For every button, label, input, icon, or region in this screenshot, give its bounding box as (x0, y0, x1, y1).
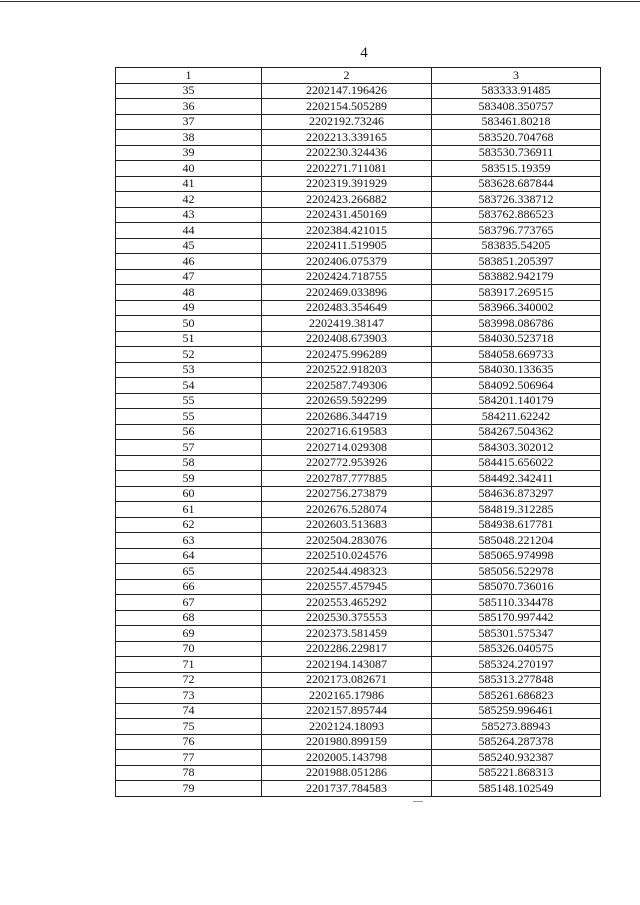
point-number-cell: 69 (116, 626, 262, 642)
point-number-cell: 44 (116, 223, 262, 239)
x-coordinate-cell: 2202544.498323 (262, 564, 432, 580)
point-number-cell: 38 (116, 130, 262, 146)
point-number-cell: 76 (116, 734, 262, 750)
table-row (116, 254, 601, 270)
table-row (116, 347, 601, 363)
x-coordinate-cell: 2202408.673903 (262, 331, 432, 347)
point-number-cell: 55 (116, 393, 262, 409)
point-number-cell: 66 (116, 579, 262, 595)
table-row (116, 114, 601, 130)
point-number-cell: 51 (116, 331, 262, 347)
x-coordinate-cell: 2202192.73246 (262, 114, 432, 130)
x-coordinate-cell: 2202406.075379 (262, 254, 432, 270)
point-number-cell: 57 (116, 440, 262, 456)
y-coordinate-cell: 584092.506964 (432, 378, 601, 394)
point-number-cell: 77 (116, 750, 262, 766)
x-coordinate-cell: 2202271.711081 (262, 161, 432, 177)
table-body (116, 83, 601, 796)
point-number-cell: 46 (116, 254, 262, 270)
table-row (116, 486, 601, 502)
point-number-cell: 36 (116, 99, 262, 115)
x-coordinate-cell: 2202319.391929 (262, 176, 432, 192)
y-coordinate-cell: 585048.221204 (432, 533, 601, 549)
y-coordinate-cell: 585221.868313 (432, 765, 601, 781)
point-number-cell: 62 (116, 517, 262, 533)
y-coordinate-cell: 584201.140179 (432, 393, 601, 409)
table-row (116, 269, 601, 285)
point-number-cell: 67 (116, 595, 262, 611)
y-coordinate-cell: 584636.873297 (432, 486, 601, 502)
table-row (116, 595, 601, 611)
table-row (116, 734, 601, 750)
table-row (116, 99, 601, 115)
point-number-cell: 55 (116, 409, 262, 425)
table-row (116, 223, 601, 239)
table-row (116, 300, 601, 316)
x-coordinate-cell: 2202411.519905 (262, 238, 432, 254)
y-coordinate-cell: 584938.617781 (432, 517, 601, 533)
point-number-cell: 42 (116, 192, 262, 208)
point-number-cell: 41 (116, 176, 262, 192)
table-row (116, 192, 601, 208)
y-coordinate-cell: 583882.942179 (432, 269, 601, 285)
table-row (116, 750, 601, 766)
table-row (116, 765, 601, 781)
y-coordinate-cell: 585148.102549 (432, 781, 601, 797)
table-row (116, 83, 601, 99)
stray-mark (413, 801, 423, 802)
x-coordinate-cell: 2202716.619583 (262, 424, 432, 440)
point-number-cell: 48 (116, 285, 262, 301)
point-number-cell: 65 (116, 564, 262, 580)
point-number-cell: 78 (116, 765, 262, 781)
y-coordinate-cell: 585264.287378 (432, 734, 601, 750)
y-coordinate-cell: 584267.504362 (432, 424, 601, 440)
y-coordinate-cell: 585110.334478 (432, 595, 601, 611)
point-number-cell: 71 (116, 657, 262, 673)
table-row (116, 502, 601, 518)
x-coordinate-cell: 2202154.505289 (262, 99, 432, 115)
point-number-cell: 53 (116, 362, 262, 378)
point-number-cell: 35 (116, 83, 262, 99)
y-coordinate-cell: 585259.996461 (432, 703, 601, 719)
x-coordinate-cell: 2202772.953926 (262, 455, 432, 471)
table-row (116, 176, 601, 192)
y-coordinate-cell: 584492.342411 (432, 471, 601, 487)
y-coordinate-cell: 583851.205397 (432, 254, 601, 270)
x-coordinate-cell: 2202756.273879 (262, 486, 432, 502)
x-coordinate-cell: 2202424.718755 (262, 269, 432, 285)
x-coordinate-cell: 2202676.528074 (262, 502, 432, 518)
x-coordinate-cell: 2202384.421015 (262, 223, 432, 239)
point-number-cell: 72 (116, 672, 262, 688)
y-coordinate-cell: 584211.62242 (432, 409, 601, 425)
x-coordinate-cell: 2201988.051286 (262, 765, 432, 781)
table-row (116, 548, 601, 564)
y-coordinate-cell: 583835.54205 (432, 238, 601, 254)
x-coordinate-cell: 2202557.457945 (262, 579, 432, 595)
x-coordinate-cell: 2202005.143798 (262, 750, 432, 766)
table-row (116, 440, 601, 456)
table-row (116, 610, 601, 626)
y-coordinate-cell: 583461.80218 (432, 114, 601, 130)
table-row (116, 238, 601, 254)
x-coordinate-cell: 2202124.18093 (262, 719, 432, 735)
point-number-cell: 79 (116, 781, 262, 797)
y-coordinate-cell: 583998.086786 (432, 316, 601, 332)
y-coordinate-cell: 584030.523718 (432, 331, 601, 347)
table-row (116, 579, 601, 595)
table-row (116, 641, 601, 657)
y-coordinate-cell: 583966.340002 (432, 300, 601, 316)
table-row (116, 688, 601, 704)
point-number-cell: 59 (116, 471, 262, 487)
x-coordinate-cell: 2202510.024576 (262, 548, 432, 564)
table-row (116, 362, 601, 378)
x-coordinate-cell: 2202603.513683 (262, 517, 432, 533)
x-coordinate-cell: 2202230.324436 (262, 145, 432, 161)
table-row (116, 533, 601, 549)
point-number-cell: 50 (116, 316, 262, 332)
y-coordinate-cell: 585326.040575 (432, 641, 601, 657)
point-number-cell: 64 (116, 548, 262, 564)
y-coordinate-cell: 585170.997442 (432, 610, 601, 626)
point-number-cell: 47 (116, 269, 262, 285)
x-coordinate-cell: 2202194.143087 (262, 657, 432, 673)
x-coordinate-cell: 2202475.996289 (262, 347, 432, 363)
table-row (116, 564, 601, 580)
table-row (116, 207, 601, 223)
table-row (116, 626, 601, 642)
x-coordinate-cell: 2202553.465292 (262, 595, 432, 611)
x-coordinate-cell: 2202173.082671 (262, 672, 432, 688)
y-coordinate-cell: 585273.88943 (432, 719, 601, 735)
x-coordinate-cell: 2202431.450169 (262, 207, 432, 223)
table-row (116, 393, 601, 409)
x-coordinate-cell: 2202157.895744 (262, 703, 432, 719)
y-coordinate-cell: 585070.736016 (432, 579, 601, 595)
y-coordinate-cell: 583726.338712 (432, 192, 601, 208)
x-coordinate-cell: 2202419.38147 (262, 316, 432, 332)
y-coordinate-cell: 585301.575347 (432, 626, 601, 642)
x-coordinate-cell: 2201980.899159 (262, 734, 432, 750)
y-coordinate-cell: 585261.686823 (432, 688, 601, 704)
y-coordinate-cell: 583515.19359 (432, 161, 601, 177)
y-coordinate-cell: 585056.522978 (432, 564, 601, 580)
point-number-cell: 56 (116, 424, 262, 440)
point-number-cell: 63 (116, 533, 262, 549)
y-coordinate-cell: 584058.669733 (432, 347, 601, 363)
y-coordinate-cell: 583408.350757 (432, 99, 601, 115)
point-number-cell: 74 (116, 703, 262, 719)
point-number-cell: 68 (116, 610, 262, 626)
y-coordinate-cell: 583628.687844 (432, 176, 601, 192)
y-coordinate-cell: 585240.932387 (432, 750, 601, 766)
table-row (116, 161, 601, 177)
table-row (116, 781, 601, 797)
page-number: 4 (360, 45, 368, 61)
y-coordinate-cell: 583333.91485 (432, 83, 601, 99)
top-border-line (0, 1, 640, 2)
y-coordinate-cell: 584415.656022 (432, 455, 601, 471)
y-coordinate-cell: 583520.704768 (432, 130, 601, 146)
y-coordinate-cell: 583917.269515 (432, 285, 601, 301)
table-row (116, 331, 601, 347)
point-number-cell: 73 (116, 688, 262, 704)
point-number-cell: 39 (116, 145, 262, 161)
point-number-cell: 49 (116, 300, 262, 316)
x-coordinate-cell: 2202373.581459 (262, 626, 432, 642)
table-row (116, 130, 601, 146)
point-number-cell: 60 (116, 486, 262, 502)
x-coordinate-cell: 2202469.033896 (262, 285, 432, 301)
x-coordinate-cell: 2202504.283076 (262, 533, 432, 549)
x-coordinate-cell: 2202423.266882 (262, 192, 432, 208)
point-number-cell: 40 (116, 161, 262, 177)
column-header-3: 3 (432, 68, 601, 84)
point-number-cell: 37 (116, 114, 262, 130)
y-coordinate-cell: 583796.773765 (432, 223, 601, 239)
y-coordinate-cell: 584819.312285 (432, 502, 601, 518)
point-number-cell: 70 (116, 641, 262, 657)
x-coordinate-cell: 2202213.339165 (262, 130, 432, 146)
x-coordinate-cell: 2202286.229817 (262, 641, 432, 657)
y-coordinate-cell: 583762.886523 (432, 207, 601, 223)
table-row (116, 672, 601, 688)
table-row (116, 409, 601, 425)
y-coordinate-cell: 585324.270197 (432, 657, 601, 673)
x-coordinate-cell: 2202522.918203 (262, 362, 432, 378)
x-coordinate-cell: 2202587.749306 (262, 378, 432, 394)
y-coordinate-cell: 585065.974998 (432, 548, 601, 564)
coordinates-table (115, 67, 601, 797)
point-number-cell: 54 (116, 378, 262, 394)
point-number-cell: 43 (116, 207, 262, 223)
x-coordinate-cell: 2202714.029308 (262, 440, 432, 456)
x-coordinate-cell: 2202530.375553 (262, 610, 432, 626)
column-header-2: 2 (262, 68, 432, 84)
table-header-row (116, 68, 601, 84)
table-row (116, 316, 601, 332)
table-row (116, 424, 601, 440)
y-coordinate-cell: 584030.133635 (432, 362, 601, 378)
x-coordinate-cell: 2202483.354649 (262, 300, 432, 316)
x-coordinate-cell: 2202686.344719 (262, 409, 432, 425)
point-number-cell: 58 (116, 455, 262, 471)
point-number-cell: 75 (116, 719, 262, 735)
x-coordinate-cell: 2202165.17986 (262, 688, 432, 704)
y-coordinate-cell: 584303.302012 (432, 440, 601, 456)
x-coordinate-cell: 2201737.784583 (262, 781, 432, 797)
table-row (116, 517, 601, 533)
x-coordinate-cell: 2202659.592299 (262, 393, 432, 409)
table-row (116, 719, 601, 735)
point-number-cell: 45 (116, 238, 262, 254)
table-row (116, 657, 601, 673)
point-number-cell: 61 (116, 502, 262, 518)
column-header-1: 1 (116, 68, 262, 84)
table-row (116, 703, 601, 719)
x-coordinate-cell: 2202787.777885 (262, 471, 432, 487)
y-coordinate-cell: 585313.277848 (432, 672, 601, 688)
table-row (116, 455, 601, 471)
table-row (116, 378, 601, 394)
table-row (116, 471, 601, 487)
table-row (116, 145, 601, 161)
x-coordinate-cell: 2202147.196426 (262, 83, 432, 99)
y-coordinate-cell: 583530.736911 (432, 145, 601, 161)
table-row (116, 285, 601, 301)
point-number-cell: 52 (116, 347, 262, 363)
